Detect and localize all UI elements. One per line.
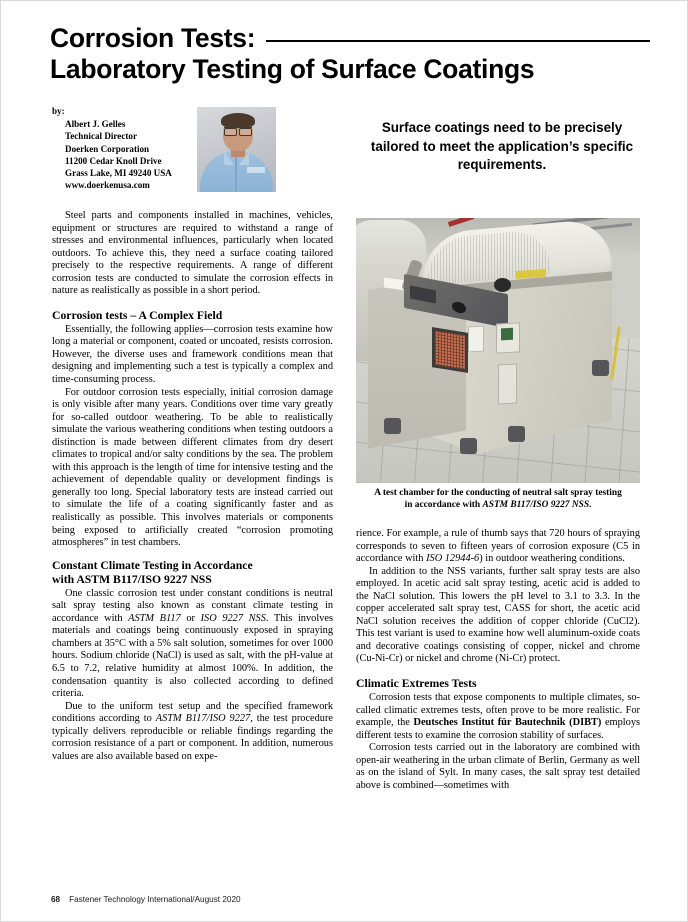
author-street: 11200 Cedar Knoll Drive xyxy=(65,155,162,166)
photo-lower-panel xyxy=(498,364,517,405)
paragraph-intro: Steel parts and components installed in machines, vehicles, equipment or structures are required to withstand a range of stresses and environmental influences, particularly when located outdoors. To achieve this, they need a surface coating tailored precisely to the respective requirements. A range of different corrosion tests are conducted to simulate the corrosion effects in nature as realistically as possible in a short period. xyxy=(52,210,333,297)
paragraph-outdoor-tests: For outdoor corrosion tests especially, initial corrosion damage is only visible after many years. Conditions over time vary greatly for so-called outdoor weathering. To be able to realistically simulate the various weathering conditions when testing outdoors a distinction is made between different climates from dry desert climates to tropical and/or salty conditions by the sea. The problem with this approach is the length of time for intensive testing and the achievement of dependable quality or development findings is generally too long. Special laboratory tests are instead carried out to simulate the life of a coating significantly faster and as realistically as possible. This involves materials or components being exposed to artificially created “corrosion promoting atmospheres” in test chambers. xyxy=(52,386,333,549)
author-company: Doerken Corporation xyxy=(65,143,150,154)
pull-quote: Surface coatings need to be precisely tailored to meet the application’s specific requirements. xyxy=(370,120,634,172)
text-run: rience. For example, a rule of thumb says that 720 hours of spraying corresponds to seven to fifteen years of corrosion exposure (C5 in accordance with xyxy=(356,528,640,565)
standard-iso-12944-6: ISO 12944-6 xyxy=(426,553,480,565)
author-block xyxy=(52,105,202,191)
section-heading-constant-climate xyxy=(52,559,333,587)
test-chamber-photo xyxy=(356,218,640,483)
portrait-collar-left xyxy=(224,151,234,165)
author-portrait-photo xyxy=(197,107,276,192)
text-run: Due to the uniform test setup and the specified framework conditions according to xyxy=(52,700,333,725)
portrait-shirt-placket xyxy=(235,157,237,192)
section-heading-line-2: with ASTM B117/ISO 9227 NSS xyxy=(52,572,212,586)
author-name: Albert J. Gelles xyxy=(65,119,126,130)
portrait-collar-right xyxy=(239,151,249,165)
author-title: Technical Director xyxy=(65,131,137,142)
portrait-glasses xyxy=(224,127,252,135)
photo-info-sticker xyxy=(468,326,484,353)
caption-line-2-prefix: in accordance with xyxy=(404,499,483,510)
paragraph-open-air-weathering: Corrosion tests carried out in the laboratory are combined with open-air weathering in the urban climate of Berlin, Germany as well as on the island of Sylt. In many cases, the salt spray test detailed above is combined—sometimes with xyxy=(356,742,640,791)
author-by-label: by: xyxy=(52,106,65,116)
caption-standard-reference: ASTM B117/ISO 9227 NSS xyxy=(482,499,590,510)
text-run: . This involves materials and coatings being continuously exposed in spraying chambers at 35°C with a 5% salt solution, sometimes for over 1000 hours. Sodium chloride (NaCl) is used as salt, with the pH-value at 6.5 to 7.2, relative humidity at almost 100%. In addition, the condensation quantity is also collected according to defined criteria. xyxy=(52,612,333,700)
section-heading-line-1: Constant Climate Testing in Accordance xyxy=(52,558,253,572)
text-run: or xyxy=(180,612,201,624)
text-run: ) in outdoor weathering conditions. xyxy=(479,553,625,565)
text-run: Corrosion tests that expose components to multiple climates, so-called climatic extremes tests, often prove to be more realistic. For example, the xyxy=(356,692,640,729)
author-website[interactable]: www.doerkenusa.com xyxy=(65,180,150,191)
paragraph-rule-of-thumb xyxy=(356,528,640,566)
body-column-left xyxy=(52,210,333,763)
photo-caption xyxy=(356,488,640,511)
headline-row-1 xyxy=(50,23,650,54)
text-run: One classic corrosion test under constant conditions is neutral salt spray testing also known as constant climate testing in accordance with xyxy=(52,587,333,624)
photo-chamber-foot xyxy=(592,360,609,376)
text-run: , the test procedure typically delivers reproducible or reliable findings regarding the corrosion resistance of a part or component. In addition, numerous values are also available based on expe- xyxy=(52,713,334,762)
photo-chamber-foot xyxy=(384,418,401,434)
text-run: employs different tests to examine the corrosion stability of surfaces. xyxy=(356,717,641,741)
organization-dibt: Deutsches Institut für Bautechnik (DIBT) xyxy=(413,717,602,729)
paragraph-uniform-setup xyxy=(52,701,333,764)
photo-chamber-foot xyxy=(508,426,525,442)
author-city: Grass Lake, MI 49240 USA xyxy=(65,168,172,179)
portrait-shirt-logo xyxy=(247,167,265,173)
portrait-hair xyxy=(221,113,255,128)
headline-line-2: Laboratory Testing of Surface Coatings xyxy=(50,54,535,84)
page-footer xyxy=(51,895,241,904)
photo-chamber-foot xyxy=(460,438,477,454)
standard-astm-b117: ASTM B117 xyxy=(128,612,181,624)
caption-line-1: A test chamber for the conducting of neutral salt spray testing xyxy=(374,488,622,498)
photo-access-panel-window xyxy=(501,328,513,341)
page-number: 68 xyxy=(51,895,61,904)
paragraph-nss-variants: In addition to the NSS variants, further salt spray tests are also employed. In acetic acid salt spray testing, acetic acid is added to the NaCl solution. This lowers the pH level to 3.1 to 3.3. In the copper accelerated salt spray test, CASS for short, the acetic acid NaCl solution receives the addition of copper chloride (CuCl2). This test variant is used to examine how well aluminum-oxide coats and decorative coatings consisting of copper, nickel and chrome (Cu-Ni-Cr) or nickel and chrome (Ni-Cr) protect. xyxy=(356,565,640,665)
standard-astm-iso-combined: ASTM B117/ISO 9227 xyxy=(155,713,251,725)
paragraph-essentially: Essentially, the following applies—corrosion tests examine how long a material or component, coated or uncoated, resists corrosion. However, the diverse uses and framework conditions mean that designing and implementing such a test is typically a complex and time-consuming process. xyxy=(52,323,333,386)
photo-lid-latch-knob xyxy=(494,278,511,292)
author-details xyxy=(52,118,202,191)
body-column-right xyxy=(356,528,640,792)
section-heading-climatic-extremes: Climatic Extremes Tests xyxy=(356,677,477,691)
paragraph-multiple-climates xyxy=(356,692,640,742)
section-heading-complex-field: Corrosion tests – A Complex Field xyxy=(52,308,223,322)
headline-line-1: Corrosion Tests: xyxy=(50,23,256,53)
publication-name: Fastener Technology International/August 2020 xyxy=(69,895,241,904)
photo-side-access-panel xyxy=(496,322,520,353)
headline-rule xyxy=(266,40,650,42)
article-title-block xyxy=(50,23,650,85)
standard-iso-9227-nss: ISO 9227 NSS xyxy=(200,612,266,624)
caption-line-2-suffix: . xyxy=(589,499,592,510)
photo-vent-grille xyxy=(432,327,468,373)
paragraph-nss-definition xyxy=(52,588,333,701)
